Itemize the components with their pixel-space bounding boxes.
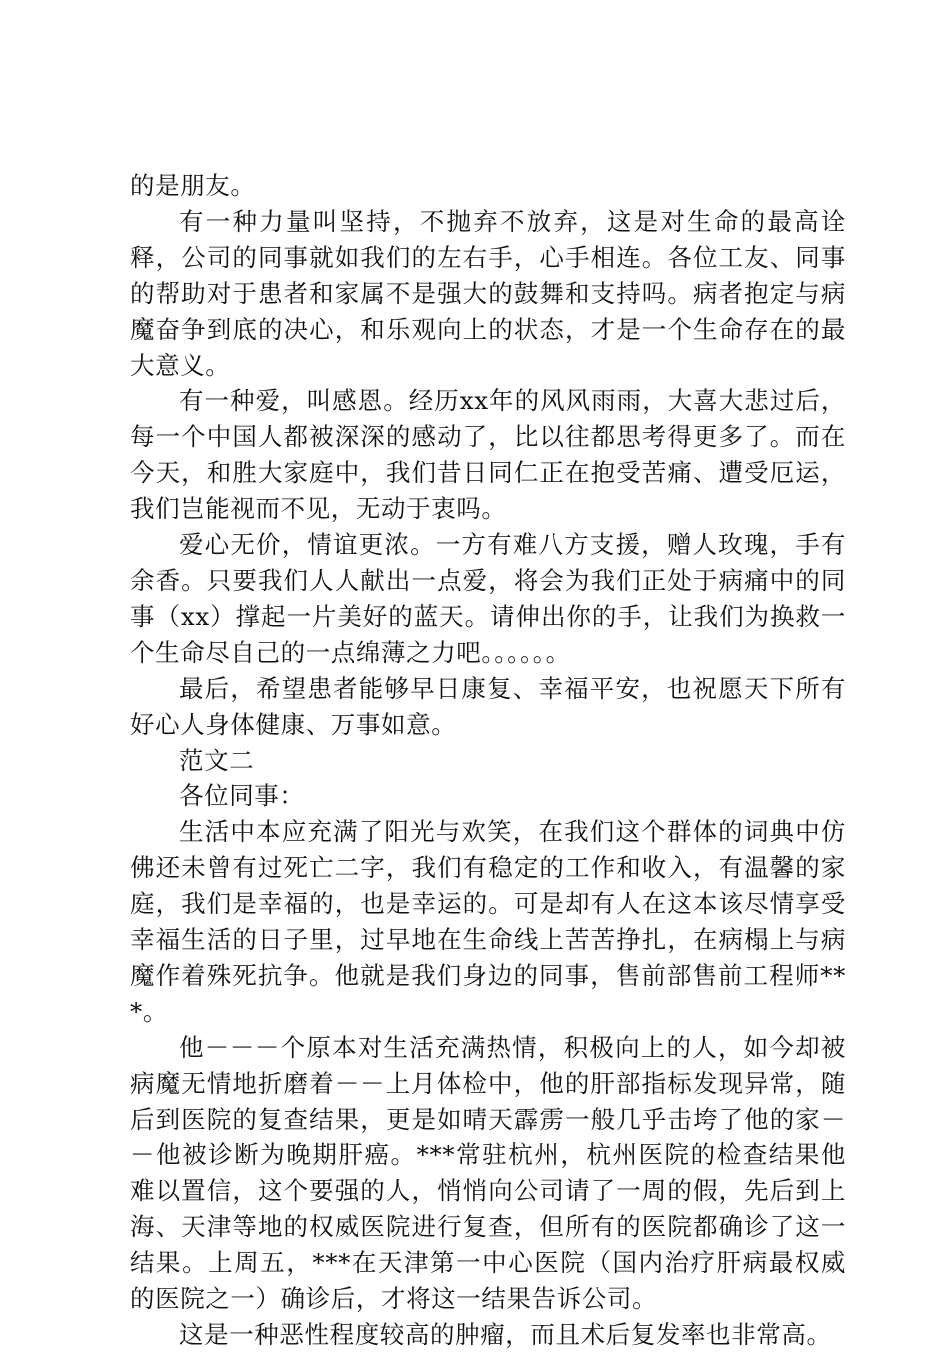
paragraph: 生活中本应充满了阳光与欢笑，在我们这个群体的词典中仿佛还未曾有过死亡二字，我们有稳定的工作和收入，有温馨的家庭，我们是幸福的，也是幸运的。可是却有人在这本该尽情享受幸福生活的日子里，过早地在生命线上苦苦挣扎，在病榻上与病魔作着殊死抗争。他就是我们身边的同事，售前部售前工程师***。 <box>130 817 846 1026</box>
paragraph: 爱心无价，情谊更浓。一方有难八方支援，赠人玫瑰，手有余香。只要我们人人献出一点爱，将会为我们正处于病痛中的同事（xx）撑起一片美好的蓝天。请伸出你的手，让我们为换救一个生命尽自己的一点绵薄之力吧。。。。。。 <box>130 530 846 667</box>
paragraph: 他－－－个原本对生活充满热情，积极向上的人，如今却被病魔无情地折磨着－－上月体检中，他的肝部指标发现异常，随后到医院的复查结果，更是如晴天霹雳一般几乎击垮了他的家－－他被诊断为晚期肝癌。***常驻杭州，杭州医院的检查结果他难以置信，这个要强的人，悄悄向公司请了一周的假，先后到上海、天津等地的权威医院进行复查，但所有的医院都确诊了这一结果。上周五，***在天津第一中心医院（国内治疗肝病最权威的医院之一）确诊后，才将这一结果告诉公司。 <box>130 1032 846 1314</box>
salutation: 各位同事： <box>179 781 305 811</box>
paragraph: 最后，希望患者能够早日康复、幸福平安，也祝愿天下所有好心人身体健康、万事如意。 <box>130 673 846 739</box>
document-body <box>130 168 846 1353</box>
paragraph: 有一种力量叫坚持，不抛弃不放弃，这是对生命的最高诠释，公司的同事就如我们的左右手，心手相连。各位工友、同事的帮助对于患者和家属不是强大的鼓舞和支持吗。病者抱定与病魔奋争到底的决心，和乐观向上的状态，才是一个生命存在的最大意义。 <box>130 206 846 380</box>
section-heading: 范文二 <box>179 745 255 775</box>
paragraph: 这是一种恶性程度较高的肿瘤，而且术后复发率也非常高。 <box>179 1320 832 1349</box>
paragraph: 的是朋友。 <box>130 171 256 200</box>
paragraph: 有一种爱，叫感恩。经历xx年的风风雨雨，大喜大悲过后，每一个中国人都被深深的感动了，比以往都思考得更多了。而在今天，和胜大家庭中，我们昔日同仁正在抱受苦痛、遭受厄运，我们岂能视而不见，无动于衷吗。 <box>130 386 846 524</box>
